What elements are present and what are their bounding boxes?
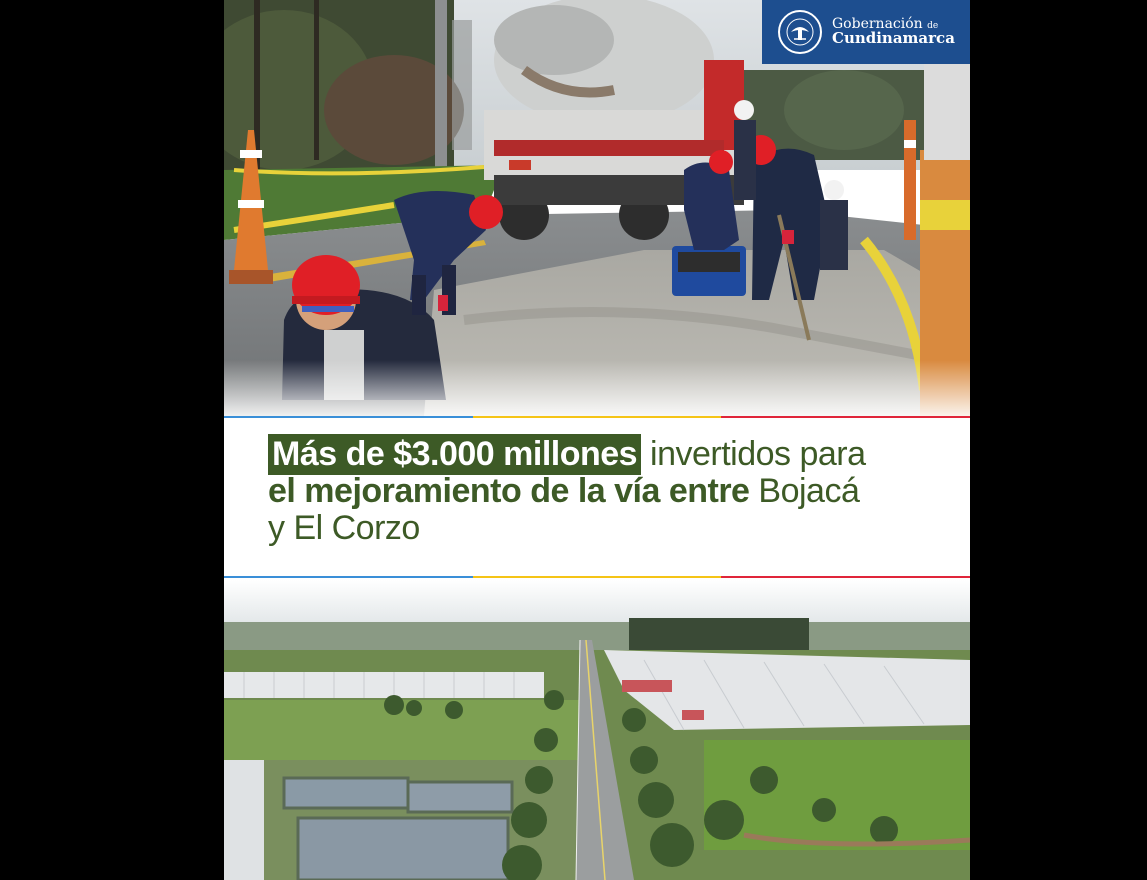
logo-name-region: Cundinamarca [832, 29, 955, 48]
aerial-road-photo [224, 580, 970, 880]
headline-highlight: Más de $3.000 millones [268, 434, 641, 475]
logo-name-main: Gobernación [832, 15, 923, 32]
color-rule-bottom [224, 576, 970, 578]
aerial-scene [224, 580, 970, 880]
color-rule-top [224, 416, 970, 418]
logo-name-small: de [927, 20, 939, 31]
gobernacion-logo [762, 0, 970, 64]
headline-part5: y El Corzo [268, 509, 420, 547]
headline [268, 436, 948, 547]
headline-part4: Bojacá [749, 472, 860, 510]
headline-part3: el mejoramiento de la vía entre [268, 472, 750, 510]
headline-part2: invertidos para [641, 435, 866, 473]
seal-icon [778, 10, 822, 54]
post-card [224, 0, 970, 880]
